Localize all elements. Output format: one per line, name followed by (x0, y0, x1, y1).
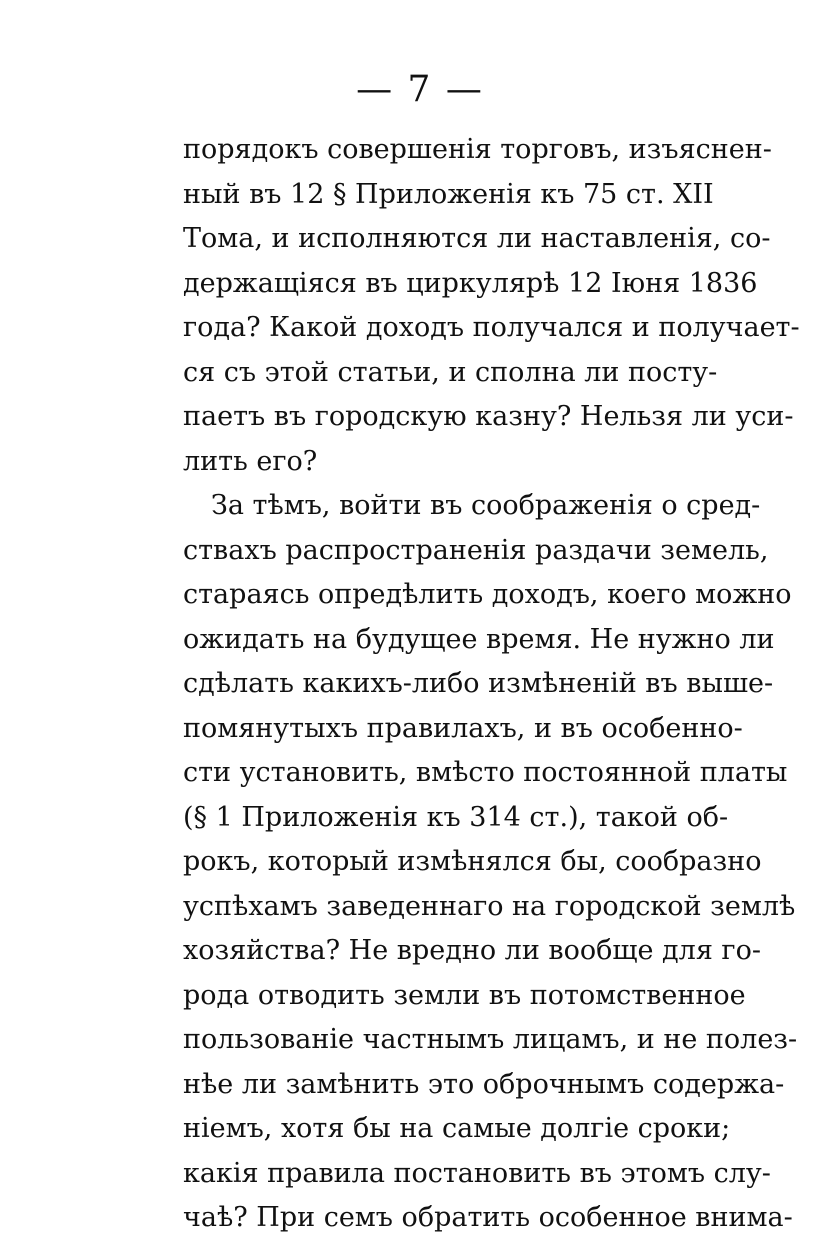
text-line: За тѣмъ, войти въ соображенія о сред- (211, 490, 761, 521)
text-line: успѣхамъ заведеннаго на городской землѣ (183, 890, 796, 922)
text-line: рокъ, который измѣнялся бы, сообразно (183, 846, 762, 877)
text-line: порядокъ совершенія торговъ, изъяснен- (183, 134, 772, 165)
text-line: паетъ въ городскую казну? Нельзя ли уси- (183, 401, 794, 432)
text-line: сдѣлать какихъ-либо измѣненій въ выше- (183, 668, 774, 699)
text-line: какія правила постановить въ этомъ слу- (183, 1157, 771, 1189)
text-line: (§ 1 Приложенія къ 314 ст.), такой об- (183, 801, 729, 833)
text-line: ожидать на будущее время. Не нужно ли (183, 623, 775, 655)
text-line: нѣе ли замѣнить это оброчнымъ содержа- (183, 1068, 785, 1100)
text-line: ный въ 12 § Приложенія къ 75 ст. XII (183, 178, 714, 210)
text-line: рода отводить земли въ потомственное (183, 979, 746, 1011)
text-line: чаѣ? При семъ обратить особенное внима- (183, 1202, 793, 1233)
page-number: — 7 — (356, 69, 484, 110)
text-line: пользованіе частнымъ лицамъ, и не полез- (183, 1024, 798, 1055)
text-line: ся съ этой статьи, и сполна ли посту- (183, 356, 718, 388)
text-line: Тома, и исполняются ли наставленія, со- (183, 223, 771, 254)
text-line: стараясь опредѣлить доходъ, коего можно (183, 579, 792, 610)
body-text (183, 128, 800, 1241)
text-line: держащіяся въ циркулярѣ 12 Іюня 1836 (183, 267, 758, 299)
text-line: сти установить, вмѣсто постоянной платы (183, 757, 788, 788)
text-line: ніемъ, хотя бы на самые долгіе сроки; (183, 1113, 731, 1144)
text-line: помянутыхъ правилахъ, и въ особенно- (183, 712, 743, 744)
text-line: ствахъ распространенія раздачи земель, (183, 534, 769, 566)
text-line: лить его? (183, 445, 318, 477)
text-line: года? Какой доходъ получался и получает- (183, 312, 800, 343)
text-line: хозяйства? Не вредно ли вообще для го- (183, 935, 761, 966)
